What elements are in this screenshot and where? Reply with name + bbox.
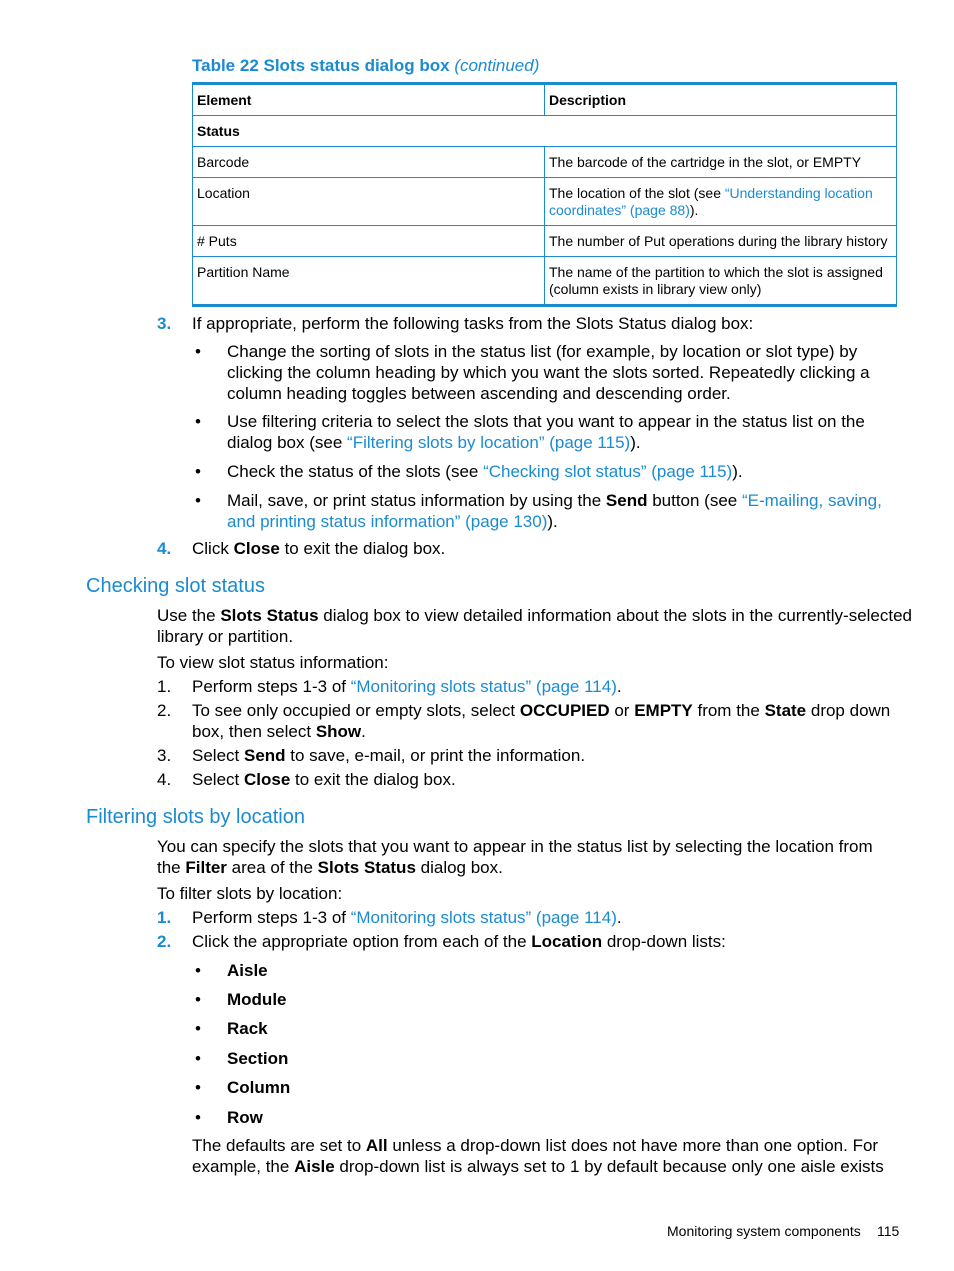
- bold-term: Slots Status: [220, 606, 319, 625]
- text: drop down: [806, 701, 891, 720]
- group-status-label: Status: [193, 116, 897, 147]
- text: the: [157, 858, 186, 877]
- paragraph-line: [192, 1156, 884, 1177]
- step-number: 1.: [157, 908, 172, 927]
- bold-term: Close: [243, 770, 291, 789]
- text: .: [361, 722, 366, 741]
- cell-text: ).: [689, 202, 699, 218]
- bullet-icon: •: [195, 412, 201, 431]
- section-heading-checking: Checking slot status: [86, 575, 265, 597]
- cell-description: The name of the partition to which the slot is assigned (column exists in library view only): [545, 257, 897, 306]
- step-text: If appropriate, perform the following tasks from the Slots Status dialog box:: [192, 314, 754, 333]
- text: Click: [192, 539, 234, 558]
- bullet-line: [227, 511, 558, 532]
- table-caption-title: Table 22 Slots status dialog box: [192, 56, 450, 75]
- table-group-row: [193, 116, 897, 147]
- cell-description: [545, 178, 897, 226]
- text: Select: [192, 770, 244, 789]
- bullet-icon: •: [195, 961, 201, 980]
- step-number: 2.: [157, 701, 172, 720]
- table-caption-continued: (continued): [454, 56, 540, 75]
- step-text: [192, 745, 585, 766]
- step-number: 4.: [157, 770, 172, 789]
- link-monitoring-slots-status[interactable]: “Monitoring slots status” (page 114): [350, 677, 617, 696]
- cell-element: # Puts: [193, 226, 545, 257]
- text: Use the: [157, 606, 221, 625]
- bullet-icon: •: [195, 1049, 201, 1068]
- link-emailing-saving[interactable]: “E-mailing, saving,: [741, 491, 882, 510]
- option-column: Column: [227, 1078, 291, 1097]
- text: to save, e-mail, or print the information.: [285, 746, 586, 765]
- bold-term: Aisle: [294, 1157, 335, 1176]
- bullet-line: clicking the column heading by which you want the slots sorted. Repeatedly clicking a: [227, 363, 870, 382]
- option-rack: Rack: [227, 1019, 268, 1038]
- text: Check the status of the slots (see: [227, 462, 484, 481]
- link-emailing-saving-cont[interactable]: and printing status information” (page 130): [227, 512, 548, 531]
- table-row: [193, 147, 897, 178]
- text: unless a drop-down list does not have more than one option. For: [387, 1136, 879, 1155]
- option-module: Module: [227, 990, 287, 1009]
- text: Select: [192, 746, 244, 765]
- bold-term: Location: [531, 932, 603, 951]
- bold-term: Send: [243, 746, 286, 765]
- header-element: Element: [193, 84, 545, 116]
- bullet-line: [227, 490, 882, 511]
- paragraph-line: [192, 1135, 878, 1156]
- paragraph-line: You can specify the slots that you want to appear in the status list by selecting the location from: [157, 837, 873, 856]
- text: Mail, save, or print status information by using the: [227, 491, 606, 510]
- bullet-line: column heading toggles between ascending and descending order.: [227, 384, 731, 403]
- table-row: [193, 178, 897, 226]
- cell-element: Location: [193, 178, 545, 226]
- bullet-line: Use filtering criteria to select the slots that you want to appear in the status list on the: [227, 412, 865, 431]
- bullet-line: [227, 432, 641, 453]
- page-number: 115: [877, 1223, 900, 1239]
- cell-description: The number of Put operations during the library history: [545, 226, 897, 257]
- text: area of the: [226, 858, 318, 877]
- step-number: 3.: [157, 314, 172, 333]
- text: The defaults are set to: [192, 1136, 366, 1155]
- text: or: [609, 701, 635, 720]
- step-number: 3.: [157, 746, 172, 765]
- step-text: [192, 769, 456, 790]
- step-text: [192, 700, 890, 721]
- option-aisle: Aisle: [227, 961, 268, 980]
- bold-term: All: [365, 1136, 388, 1155]
- step-text: [192, 538, 445, 559]
- text: Perform steps 1-3 of: [192, 908, 351, 927]
- table-caption: [192, 56, 539, 76]
- step-number: 2.: [157, 932, 172, 951]
- option-row: Row: [227, 1108, 263, 1127]
- text: ).: [547, 512, 558, 531]
- cell-element: Barcode: [193, 147, 545, 178]
- paragraph-line: [157, 605, 912, 626]
- text: .: [616, 908, 622, 927]
- paragraph-line: To view slot status information:: [157, 653, 389, 672]
- table-header-row: [193, 84, 897, 116]
- table-row: [193, 226, 897, 257]
- bullet-icon: •: [195, 342, 201, 361]
- text: box, then select: [192, 722, 316, 741]
- bold-term: OCCUPIED: [519, 701, 610, 720]
- bullet-line: [227, 461, 743, 482]
- link-checking-slot-status[interactable]: “Checking slot status” (page 115): [483, 462, 733, 481]
- text: dialog box.: [415, 858, 503, 877]
- text: button (see: [647, 491, 742, 510]
- bold-term: EMPTY: [634, 701, 693, 720]
- link-understanding-location[interactable]: “Understanding location coordinates” (page 88): [549, 185, 873, 218]
- bullet-icon: •: [195, 491, 201, 510]
- text: drop-down lists:: [602, 932, 726, 951]
- bold-term: Close: [233, 539, 280, 558]
- bullet-line: Change the sorting of slots in the status list (for example, by location or slot type) by: [227, 342, 858, 361]
- paragraph-line: To filter slots by location:: [157, 884, 343, 903]
- text: drop-down list is always set to 1 by default because only one aisle exists: [334, 1157, 884, 1176]
- text: to exit the dialog box.: [279, 539, 446, 558]
- step-text: [192, 676, 622, 697]
- step-number: 1.: [157, 677, 172, 696]
- bold-term: State: [764, 701, 807, 720]
- text: to exit the dialog box.: [290, 770, 456, 789]
- bold-term: Filter: [185, 858, 227, 877]
- bullet-icon: •: [195, 1019, 201, 1038]
- text: dialog box to view detailed information about the slots in the currently-selected: [318, 606, 913, 625]
- text: ).: [630, 433, 641, 452]
- slots-status-table: [192, 82, 897, 307]
- link-filtering-slots[interactable]: “Filtering slots by location” (page 115): [347, 433, 631, 452]
- text: Perform steps 1-3 of: [192, 677, 351, 696]
- text: Click the appropriate option from each of the: [192, 932, 532, 951]
- bullet-icon: •: [195, 990, 201, 1009]
- step-text: [192, 907, 622, 928]
- step-number: 4.: [157, 539, 172, 558]
- text: To see only occupied or empty slots, select: [192, 701, 520, 720]
- cell-element: Partition Name: [193, 257, 545, 306]
- text: from the: [692, 701, 765, 720]
- footer-section-title: Monitoring system components: [667, 1223, 861, 1239]
- text: .: [616, 677, 622, 696]
- bold-term: Show: [315, 722, 362, 741]
- paragraph-line: [157, 857, 503, 878]
- option-section: Section: [227, 1049, 289, 1068]
- bullet-icon: •: [195, 462, 201, 481]
- cell-text: The location of the slot (see: [549, 185, 725, 201]
- bullet-icon: •: [195, 1078, 201, 1097]
- bold-term: Slots Status: [317, 858, 416, 877]
- step-text: [192, 721, 366, 742]
- table-row: [193, 257, 897, 306]
- header-description: Description: [545, 84, 897, 116]
- bullet-icon: •: [195, 1108, 201, 1127]
- section-heading-filtering: Filtering slots by location: [86, 806, 305, 828]
- text: example, the: [192, 1157, 295, 1176]
- text: ).: [732, 462, 743, 481]
- cell-description: The barcode of the cartridge in the slot, or EMPTY: [545, 147, 897, 178]
- text: dialog box (see: [227, 433, 348, 452]
- link-monitoring-slots-status[interactable]: “Monitoring slots status” (page 114): [350, 908, 617, 927]
- paragraph-line: library or partition.: [157, 627, 294, 646]
- step-text: [192, 931, 726, 952]
- bold-term: Send: [605, 491, 648, 510]
